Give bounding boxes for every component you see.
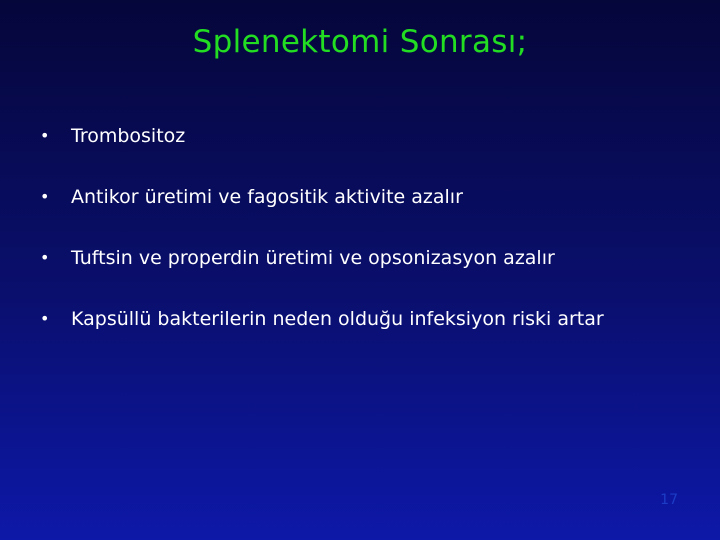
bullet-item bbox=[40, 307, 680, 331]
bullet-item bbox=[40, 124, 680, 148]
bullet-dot-icon: • bbox=[40, 126, 50, 145]
bullet-text: Tuftsin ve properdin üretimi ve opsonizasyon azalır bbox=[71, 247, 555, 269]
bullet-text: Kapsüllü bakterilerin neden olduğu infeksiyon riski artar bbox=[71, 308, 604, 330]
page-number: 17 bbox=[660, 492, 678, 508]
bullet-text: Trombositoz bbox=[71, 125, 186, 147]
bullet-dot-icon: • bbox=[40, 309, 50, 328]
bullet-dot-icon: • bbox=[40, 248, 50, 267]
slide-title: Splenektomi Sonrası; bbox=[192, 24, 528, 60]
bullet-dot-icon: • bbox=[40, 187, 50, 206]
bullet-item bbox=[40, 185, 680, 209]
bullet-list bbox=[40, 124, 680, 368]
bullet-text: Antikor üretimi ve fagositik aktivite azalır bbox=[71, 186, 463, 208]
bullet-item bbox=[40, 246, 680, 270]
